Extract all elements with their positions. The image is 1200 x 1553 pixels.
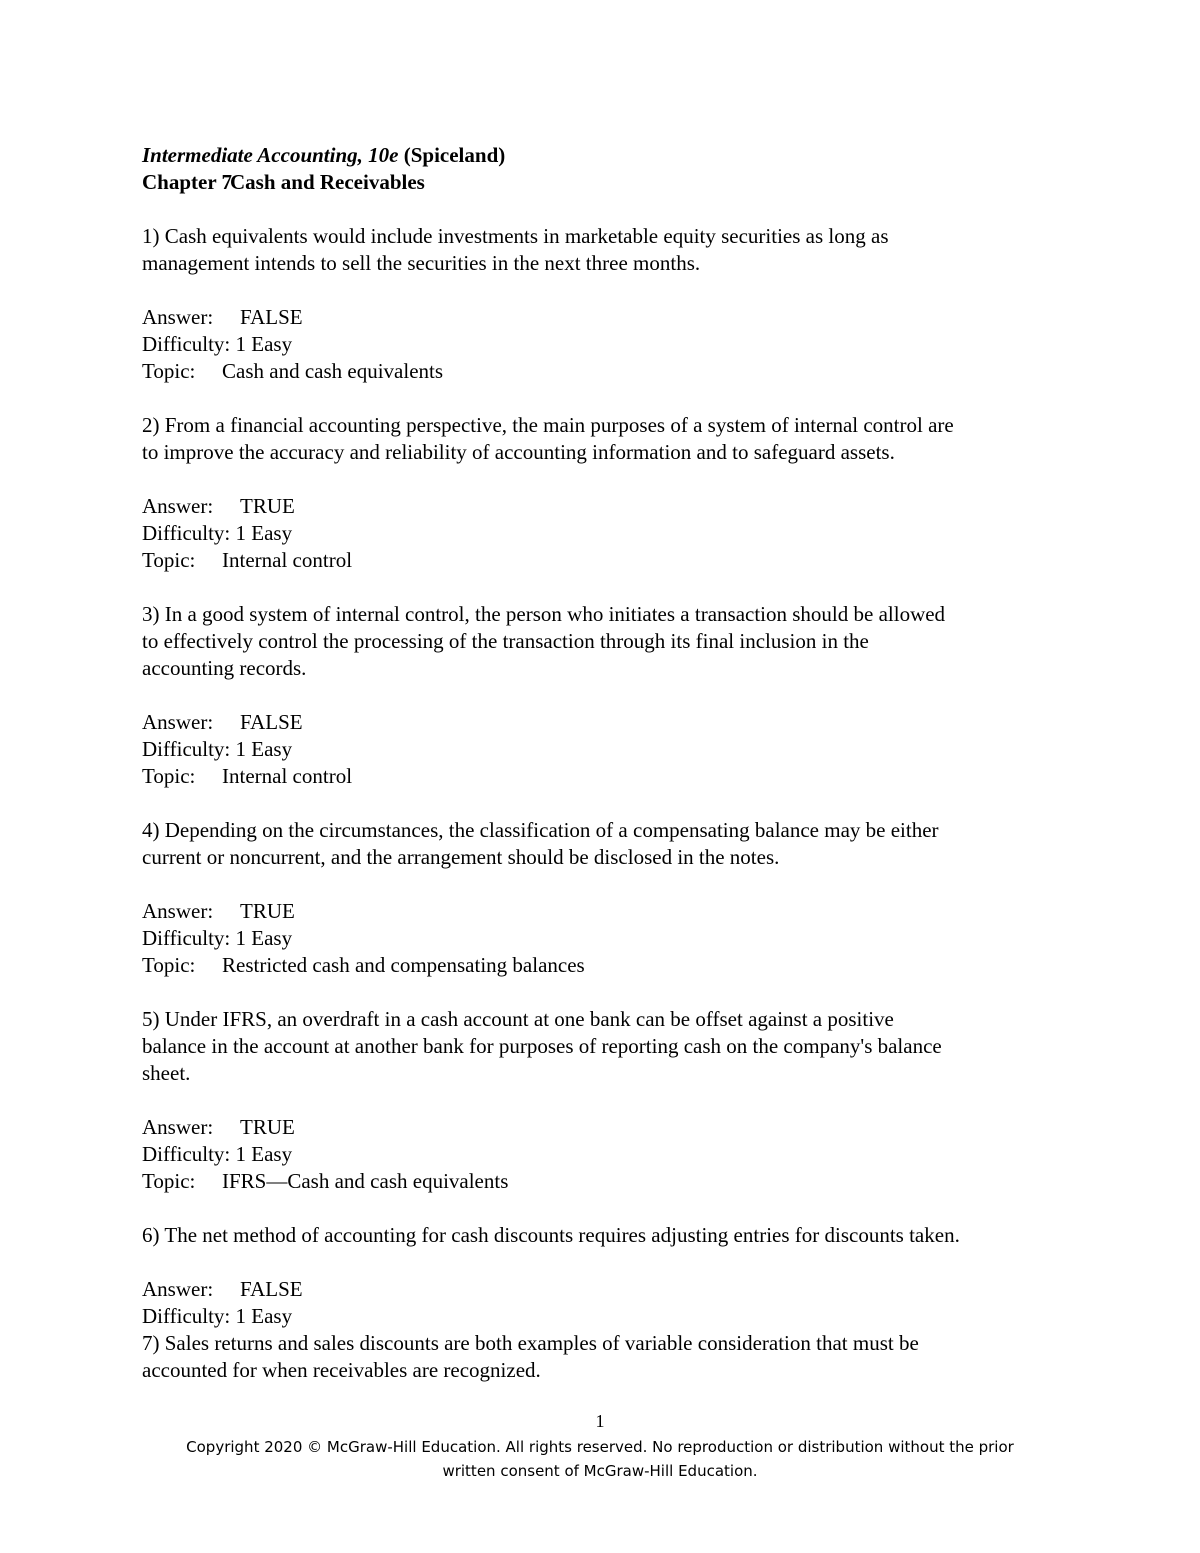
answer-line — [142, 493, 1072, 520]
copyright-footer — [140, 1435, 1060, 1483]
answer-line — [142, 898, 1072, 925]
difficulty-line: Difficulty: 1 Easy — [142, 737, 293, 761]
difficulty-line: Difficulty: 1 Easy — [142, 1142, 293, 1166]
topic-label: Topic: — [142, 953, 196, 977]
question-text: management intends to sell the securities in the next three months. — [142, 251, 701, 275]
answer-label: Answer: — [142, 710, 214, 734]
question-block — [142, 412, 1072, 601]
question-text: balance in the account at another bank for purposes of reporting cash on the company's balance — [142, 1034, 942, 1058]
answer-label: Answer: — [142, 1115, 214, 1139]
difficulty-line: Difficulty: 1 Easy — [142, 332, 293, 356]
spacer — [142, 196, 1072, 223]
topic-value: IFRS—Cash and cash equivalents — [222, 1169, 509, 1193]
question-block — [142, 1330, 1072, 1384]
book-title: Intermediate Accounting, 10e — [142, 143, 399, 167]
question-text: to improve the accuracy and reliability of accounting information and to safeguard assets. — [142, 440, 895, 464]
question-text: 1) Cash equivalents would include investments in marketable equity securities as long as — [142, 224, 889, 248]
question-block — [142, 223, 1072, 412]
question-text: 4) Depending on the circumstances, the classification of a compensating balance may be either — [142, 818, 939, 842]
answer-label: Answer: — [142, 305, 214, 329]
footer-line: written consent of McGraw-Hill Education. — [442, 1462, 758, 1480]
footer-line: Copyright 2020 © McGraw-Hill Education. All rights reserved. No reproduction or distribution without the prior — [186, 1438, 1014, 1456]
answer-line — [142, 1276, 1072, 1303]
difficulty-line: Difficulty: 1 Easy — [142, 521, 293, 545]
answer-line — [142, 1114, 1072, 1141]
answer-value: FALSE — [240, 305, 303, 329]
question-text: 3) In a good system of internal control, the person who initiates a transaction should be allowed — [142, 602, 946, 626]
difficulty-line: Difficulty: 1 Easy — [142, 926, 293, 950]
question-block — [142, 1006, 1072, 1222]
question-block — [142, 601, 1072, 817]
answer-value: TRUE — [240, 1115, 295, 1139]
answer-value: FALSE — [240, 710, 303, 734]
topic-label: Topic: — [142, 1169, 196, 1193]
topic-label: Topic: — [142, 764, 196, 788]
answer-line — [142, 304, 1072, 331]
question-text: 7) Sales returns and sales discounts are both examples of variable consideration that must be — [142, 1331, 919, 1355]
topic-label: Topic: — [142, 548, 196, 572]
topic-value: Internal control — [222, 548, 353, 572]
chapter-label: Chapter 7 — [142, 170, 233, 194]
question-text: accounted for when receivables are recognized. — [142, 1358, 541, 1382]
page-number: 1 — [595, 1411, 605, 1431]
question-text: 2) From a financial accounting perspective, the main purposes of a system of internal control are — [142, 413, 954, 437]
topic-label: Topic: — [142, 359, 196, 383]
topic-line — [142, 1168, 1072, 1195]
document-title — [142, 142, 1072, 169]
question-text: to effectively control the processing of the transaction through its final inclusion in the — [142, 629, 869, 653]
answer-value: TRUE — [240, 899, 295, 923]
question-block — [142, 1222, 1072, 1330]
topic-line — [142, 952, 1072, 979]
page-content — [142, 142, 1072, 1384]
chapter-heading — [142, 169, 1072, 196]
topic-value: Cash and cash equivalents — [222, 359, 444, 383]
question-text: accounting records. — [142, 656, 307, 680]
chapter-title: Cash and Receivables — [230, 170, 425, 194]
topic-line — [142, 763, 1072, 790]
question-text: 5) Under IFRS, an overdraft in a cash account at one bank can be offset against a positive — [142, 1007, 894, 1031]
topic-value: Internal control — [222, 764, 353, 788]
question-text: sheet. — [142, 1061, 191, 1085]
question-text: 6) The net method of accounting for cash discounts requires adjusting entries for discounts taken. — [142, 1223, 960, 1247]
answer-value: FALSE — [240, 1277, 303, 1301]
answer-value: TRUE — [240, 494, 295, 518]
difficulty-line: Difficulty: 1 Easy — [142, 1304, 293, 1328]
answer-line — [142, 709, 1072, 736]
answer-label: Answer: — [142, 494, 214, 518]
question-block — [142, 817, 1072, 1006]
answer-label: Answer: — [142, 1277, 214, 1301]
book-author: (Spiceland) — [398, 143, 506, 167]
question-text: current or noncurrent, and the arrangement should be disclosed in the notes. — [142, 845, 780, 869]
topic-line — [142, 547, 1072, 574]
answer-label: Answer: — [142, 899, 214, 923]
topic-line — [142, 358, 1072, 385]
topic-value: Restricted cash and compensating balances — [222, 953, 585, 977]
